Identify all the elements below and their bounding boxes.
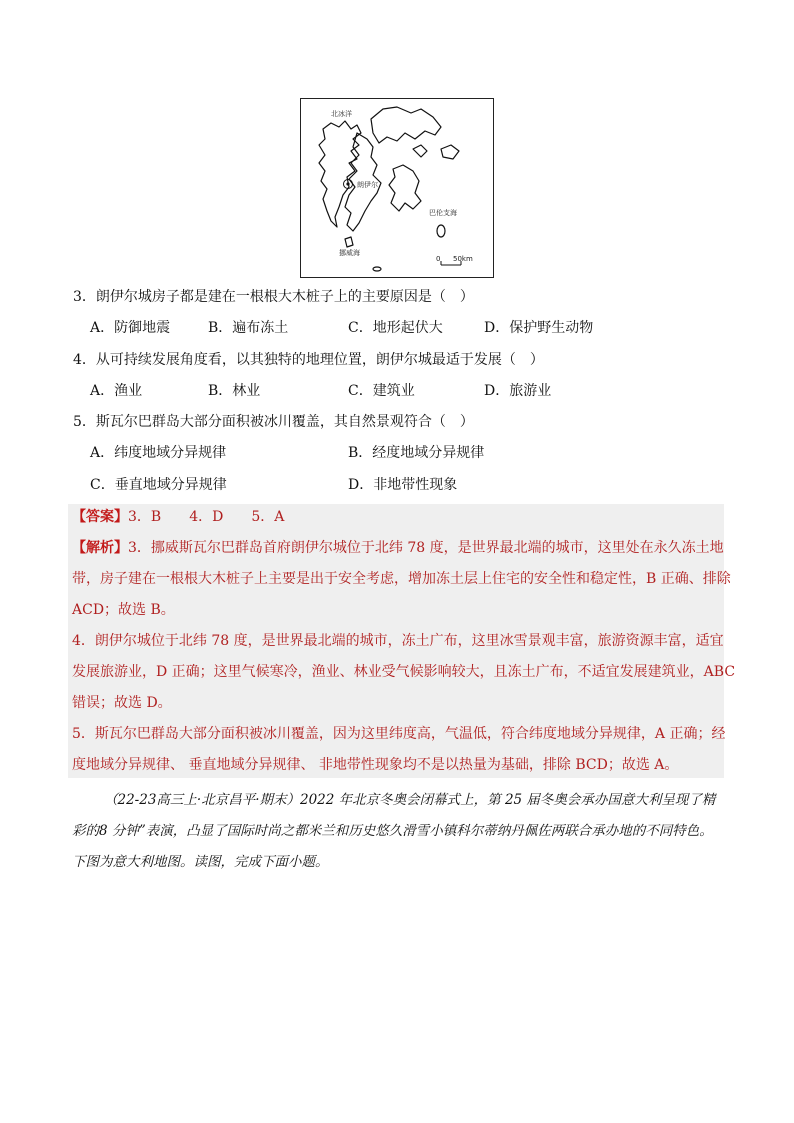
question-3-option-c: C．地形起伏大 — [348, 320, 443, 336]
svalbard-map — [300, 98, 494, 278]
analysis-tag: 【解析】 — [72, 540, 128, 556]
question-4-option-d: D．旅游业 — [484, 383, 552, 399]
analysis-text-1: 3．挪威斯瓦尔巴群岛首府朗伊尔城位于北纬 78 度，是世界最北端的城市，这里处在永久冻土地 — [128, 540, 724, 556]
answer-tag: 【答案】 — [72, 509, 128, 525]
analysis-line-1 — [72, 538, 724, 558]
question-4-option-b: B．林业 — [208, 383, 261, 399]
analysis-line-6: 错误；故选 D。 — [72, 695, 172, 711]
question-5-option-b: B．经度地域分异规律 — [348, 445, 485, 461]
answer-text: 3．B 4．D 5．A — [128, 509, 285, 525]
map-islet-4 — [373, 267, 381, 271]
map-label-norwegian: 挪威海 — [339, 249, 360, 257]
analysis-line-3: ACD；故选 B。 — [72, 602, 175, 618]
question-4-stem: 4．从可持续发展角度看，以其独特的地理位置，朗伊尔城最适于发展（ ） — [73, 352, 544, 368]
answer-line — [72, 507, 284, 527]
question-4-option-c: C．建筑业 — [348, 383, 415, 399]
map-islet-1 — [413, 145, 427, 157]
question-3-option-d: D．保护野生动物 — [484, 320, 594, 336]
question-5-option-d: D．非地带性现象 — [348, 477, 458, 493]
map-svg — [301, 99, 493, 277]
map-islet-3 — [437, 225, 445, 237]
map-scale-zero: 0 — [436, 255, 441, 263]
map-label-arctic: 北冰洋 — [331, 110, 352, 118]
question-5-stem: 5．斯瓦尔巴群岛大部分面积被冰川覆盖，其自然景观符合（ ） — [73, 414, 474, 430]
material-line-2: 彩的8 分钟”表演，凸显了国际时尚之都米兰和历史悠久滑雪小镇科尔蒂纳丹佩佐两联合承办地的不同特色。 — [72, 823, 713, 839]
analysis-line-2: 带，房子建在一根根大木桩子上主要是出于安全考虑，增加冻土层上住宅的安全性和稳定性，B 正确、排除 — [72, 571, 731, 587]
analysis-line-7: 5．斯瓦尔巴群岛大部分面积被冰川覆盖，因为这里纬度高，气温低，符合纬度地域分异规律，A 正确；经 — [72, 726, 726, 742]
map-islet-5 — [345, 237, 353, 247]
map-island-east — [389, 165, 421, 211]
question-3-option-a: A．防御地震 — [90, 320, 171, 336]
map-label-city: 朗伊尔 — [357, 181, 378, 189]
map-islet-2 — [441, 145, 459, 159]
question-4-option-a: A．渔业 — [90, 383, 143, 399]
map-island-northeast — [371, 107, 441, 143]
material-line-1: （22-23高三上·北京昌平·期末）2022 年北京冬奥会闭幕式上，第 25 届冬奥会承办国意大利呈现了精 — [104, 792, 716, 808]
map-scale-value: 50km — [453, 255, 473, 263]
question-5-option-a: A．纬度地域分异规律 — [90, 445, 227, 461]
analysis-line-8: 度地域分异规律、 垂直地域分异规律、 非地带性现象均不是以热量为基础，排除 BCD；故选 A。 — [72, 757, 679, 773]
analysis-line-5: 发展旅游业，D 正确；这里气候寒冷，渔业、林业受气候影响较大，且冻土广布，不适宜发展建筑业，ABC — [72, 664, 736, 680]
question-3-stem: 3．朗伊尔城房子都是建在一根根大木桩子上的主要原因是（ ） — [73, 289, 474, 305]
map-label-barents: 巴伦支海 — [429, 209, 457, 217]
analysis-line-4: 4．朗伊尔城位于北纬 78 度，是世界最北端的城市，冻土广布，这里冰雪景观丰富，旅游资源丰富，适宜 — [72, 633, 724, 649]
material-line-3: 下图为意大利地图。读图，完成下面小题。 — [72, 854, 329, 870]
question-5-option-c: C．垂直地域分异规律 — [90, 477, 227, 493]
question-3-option-b: B．遍布冻土 — [208, 320, 289, 336]
